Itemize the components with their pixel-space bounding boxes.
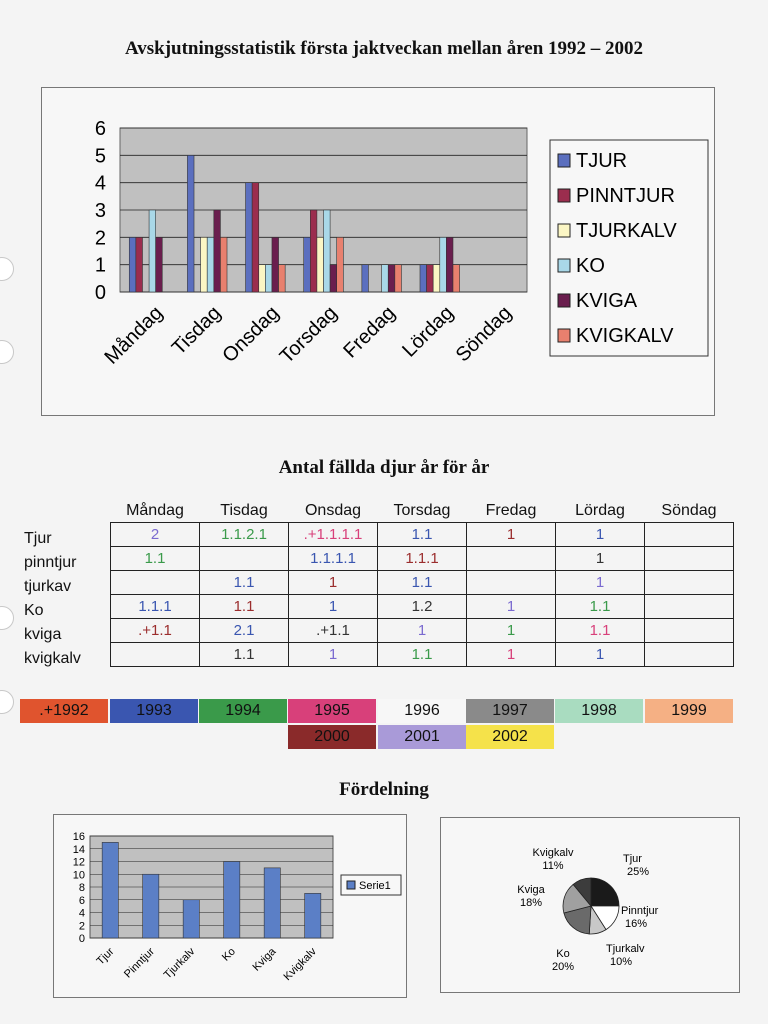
x-category-label: Tjur	[94, 945, 117, 968]
table-cell	[111, 643, 200, 667]
table-cell: 1.1.1.1	[289, 547, 378, 571]
legend-label: KO	[576, 255, 605, 277]
pie-percent: 11%	[542, 860, 564, 872]
table-row-label: kvigkalv	[24, 650, 81, 667]
page-title: Avskjutningsstatistik första jaktveckan mellan åren 1992 – 2002	[124, 38, 644, 59]
y-tick-label: 2	[94, 227, 106, 250]
table-cell	[645, 643, 734, 667]
table-cell: 1	[467, 619, 556, 643]
year-swatch: 2001	[378, 725, 466, 749]
pie-percent: 16%	[625, 918, 648, 930]
bar-kvigkalv-4	[395, 265, 402, 292]
table-column-header: Fredag	[485, 502, 537, 519]
bar-tjur-3	[304, 237, 311, 292]
y-tick-label: 4	[78, 907, 85, 920]
table-cell: 1	[289, 571, 378, 595]
bar-tjurkalv-1	[201, 237, 208, 292]
table-column-header: Lördag	[575, 502, 625, 519]
table-cell	[645, 595, 734, 619]
table-row	[111, 571, 734, 595]
year-swatch: 1999	[645, 699, 733, 723]
bar-kvigkalv-3	[337, 237, 344, 292]
table-cell: 1	[467, 523, 556, 547]
table-cell: 1.1.1	[378, 547, 467, 571]
bar-ko-5	[440, 237, 447, 292]
weekday-chart-panel	[41, 87, 715, 416]
table-cell: 1	[556, 547, 645, 571]
year-swatch: 1996	[378, 699, 466, 723]
y-tick-label: 2	[78, 920, 85, 933]
y-tick-label: 3	[94, 200, 106, 222]
bar-kviga	[264, 868, 280, 938]
x-category-label: Måndag	[100, 301, 168, 369]
y-tick-label: 0	[94, 282, 106, 304]
legend-label: TJUR	[576, 150, 628, 172]
bar-kviga-4	[388, 265, 395, 292]
table-cell: 2.1	[200, 619, 289, 643]
legend-label: Serie1	[359, 880, 391, 892]
bar-tjur-5	[420, 265, 427, 292]
table-cell: 1.1	[378, 523, 467, 547]
table-column-header: Onsdag	[304, 502, 362, 519]
table-cell	[645, 523, 734, 547]
y-tick-label: 8	[78, 882, 85, 894]
table-cell	[200, 547, 289, 571]
bar-tjur-2	[246, 183, 253, 292]
y-tick-label: 10	[72, 869, 85, 882]
pie-label: Ko	[556, 948, 570, 960]
pie-slice-tjur	[591, 878, 619, 906]
bar-kviga-1	[214, 210, 221, 292]
binder-hole	[0, 606, 14, 630]
bar-pinntjur-5	[427, 265, 434, 292]
bar-ko-1	[207, 237, 214, 292]
table-row	[111, 547, 734, 571]
y-tick-label: 6	[94, 118, 106, 140]
table-column-header: Måndag	[126, 502, 184, 519]
table-cell	[645, 619, 734, 643]
table-row-label: tjurkav	[24, 578, 72, 595]
distribution-bar-panel	[53, 814, 407, 998]
bar-tjur-1	[187, 155, 194, 292]
y-tick-label: 14	[72, 843, 85, 856]
table-cell: .+1.1.1.1	[289, 523, 378, 547]
legend-swatch	[558, 259, 570, 272]
x-category-label: Lördag	[398, 301, 458, 362]
bar-ko	[224, 862, 240, 939]
table-column-header: Tisdag	[220, 502, 268, 519]
table-cell: 1	[467, 643, 556, 667]
legend-swatch	[558, 189, 570, 202]
table-cell: 1.2	[378, 595, 467, 619]
bar-pinntjur	[143, 874, 159, 938]
year-swatch: 2000	[288, 725, 376, 749]
legend-label: TJURKALV	[576, 220, 677, 242]
bar-ko-2	[265, 265, 272, 292]
legend-swatch	[347, 881, 355, 889]
pie-percent: 18%	[519, 897, 543, 909]
kill-table	[110, 522, 734, 667]
x-category-label: Pinntjur	[122, 945, 157, 981]
legend-swatch	[558, 294, 570, 307]
table-cell	[645, 547, 734, 571]
year-swatch: 2002	[466, 725, 554, 749]
distribution-bar-chart	[54, 815, 406, 997]
table-row	[111, 643, 734, 667]
table-cell: 2	[111, 523, 200, 547]
year-swatch: 1995	[288, 699, 376, 723]
table-cell: .+1.1	[289, 619, 378, 643]
legend-swatch	[558, 154, 570, 167]
x-category-label: Fredag	[339, 301, 400, 363]
table-cell	[467, 547, 556, 571]
table-cell: 1	[467, 595, 556, 619]
x-category-label: Ko	[219, 945, 238, 964]
pie-label: Kviga	[517, 884, 545, 896]
bar-pinntjur-2	[252, 183, 259, 292]
bar-tjurkalv-3	[317, 237, 324, 292]
binder-hole	[0, 340, 14, 364]
pie-percent: 25%	[627, 866, 650, 878]
x-category-label: Söndag	[451, 301, 516, 367]
pie-label: Tjur	[623, 853, 642, 865]
y-tick-label: 0	[78, 933, 85, 945]
bar-tjurkalv-2	[259, 265, 266, 292]
distribution-pie-chart	[441, 818, 739, 992]
y-tick-label: 5	[94, 145, 106, 168]
table-cell: .+1.1	[111, 619, 200, 643]
bar-ko-4	[382, 265, 389, 292]
table-cell: 1	[289, 595, 378, 619]
table-cell: 1.1	[200, 595, 289, 619]
pie-label: Kvigkalv	[532, 847, 574, 859]
table-row	[111, 523, 734, 547]
table-row-label: kviga	[24, 626, 62, 643]
binder-hole	[0, 257, 14, 281]
x-category-label: Kviga	[250, 945, 279, 974]
table-row-label: pinntjur	[24, 554, 77, 571]
table-cell: 1.1	[378, 643, 467, 667]
table-cell: 1	[556, 571, 645, 595]
y-tick-label: 6	[78, 894, 85, 907]
bar-tjur	[102, 842, 118, 938]
table-cell: 1.1	[200, 571, 289, 595]
table-cell: 1.1	[556, 595, 645, 619]
bar-kvigkalv	[305, 893, 321, 938]
x-category-label: Tisdag	[167, 301, 226, 360]
bar-kviga-0	[156, 237, 163, 292]
legend-label: KVIGA	[576, 290, 638, 312]
bar-tjur-4	[362, 265, 369, 292]
bar-kviga-5	[446, 237, 453, 292]
table-row-label: Tjur	[24, 530, 52, 547]
table-cell: 1	[289, 643, 378, 667]
bar-kvigkalv-2	[279, 265, 286, 292]
pie-percent: 20%	[551, 961, 575, 973]
table-cell: 1.1	[111, 547, 200, 571]
legend-swatch	[558, 329, 570, 342]
weekday-bar-chart	[42, 88, 714, 415]
bar-tjurkalv	[183, 900, 199, 938]
distribution-pie-panel	[440, 817, 740, 993]
x-category-label: Kvigkalv	[281, 945, 319, 984]
bar-tjur-0	[129, 237, 136, 292]
legend-label: PINNTJUR	[576, 185, 675, 207]
year-swatch: .+1992	[20, 699, 108, 723]
bar-kvigkalv-1	[220, 237, 227, 292]
legend-swatch	[558, 224, 570, 237]
y-tick-label: 12	[72, 856, 85, 869]
table-cell: 1.1	[200, 643, 289, 667]
pie-label: Pinntjur	[621, 905, 659, 917]
year-swatch: 1997	[466, 699, 554, 723]
bar-kviga-3	[330, 265, 337, 292]
binder-hole	[0, 690, 14, 714]
pie-percent: 10%	[610, 956, 633, 968]
table-cell: 1.1	[556, 619, 645, 643]
bar-ko-0	[149, 210, 156, 292]
legend-box	[550, 140, 708, 356]
x-category-label: Tjurkalv	[161, 945, 198, 982]
table-cell	[111, 571, 200, 595]
table-cell	[645, 571, 734, 595]
y-tick-label: 1	[94, 254, 106, 277]
table-cell: 1.1.2.1	[200, 523, 289, 547]
x-category-label: Torsdag	[275, 301, 342, 368]
table-row	[111, 595, 734, 619]
table-row-label: Ko	[24, 602, 44, 619]
legend-label: KVIGKALV	[576, 325, 674, 347]
table-cell: 1.1.1	[111, 595, 200, 619]
bar-pinntjur-0	[136, 237, 143, 292]
distribution-title: Fördelning	[339, 779, 429, 800]
table-cell: 1	[378, 619, 467, 643]
bar-kviga-2	[272, 237, 279, 292]
year-swatch: 1993	[110, 699, 198, 723]
pie-label: Tjurkalv	[606, 943, 645, 955]
y-tick-label: 4	[94, 172, 106, 195]
table-cell: 1.1	[378, 571, 467, 595]
table-row	[111, 619, 734, 643]
table-cell: 1	[556, 523, 645, 547]
year-swatch: 1994	[199, 699, 287, 723]
y-tick-label: 16	[72, 831, 85, 843]
table-column-header: Torsdag	[393, 502, 451, 519]
bar-kvigkalv-5	[453, 265, 460, 292]
bar-tjurkalv-5	[433, 265, 440, 292]
bar-pinntjur-3	[310, 210, 317, 292]
bar-ko-3	[324, 210, 331, 292]
year-swatch: 1998	[555, 699, 643, 723]
table-title: Antal fällda djur år för år	[278, 457, 490, 478]
x-category-label: Onsdag	[218, 301, 284, 368]
table-cell	[467, 571, 556, 595]
table-column-header: Söndag	[661, 502, 717, 519]
table-cell: 1	[556, 643, 645, 667]
